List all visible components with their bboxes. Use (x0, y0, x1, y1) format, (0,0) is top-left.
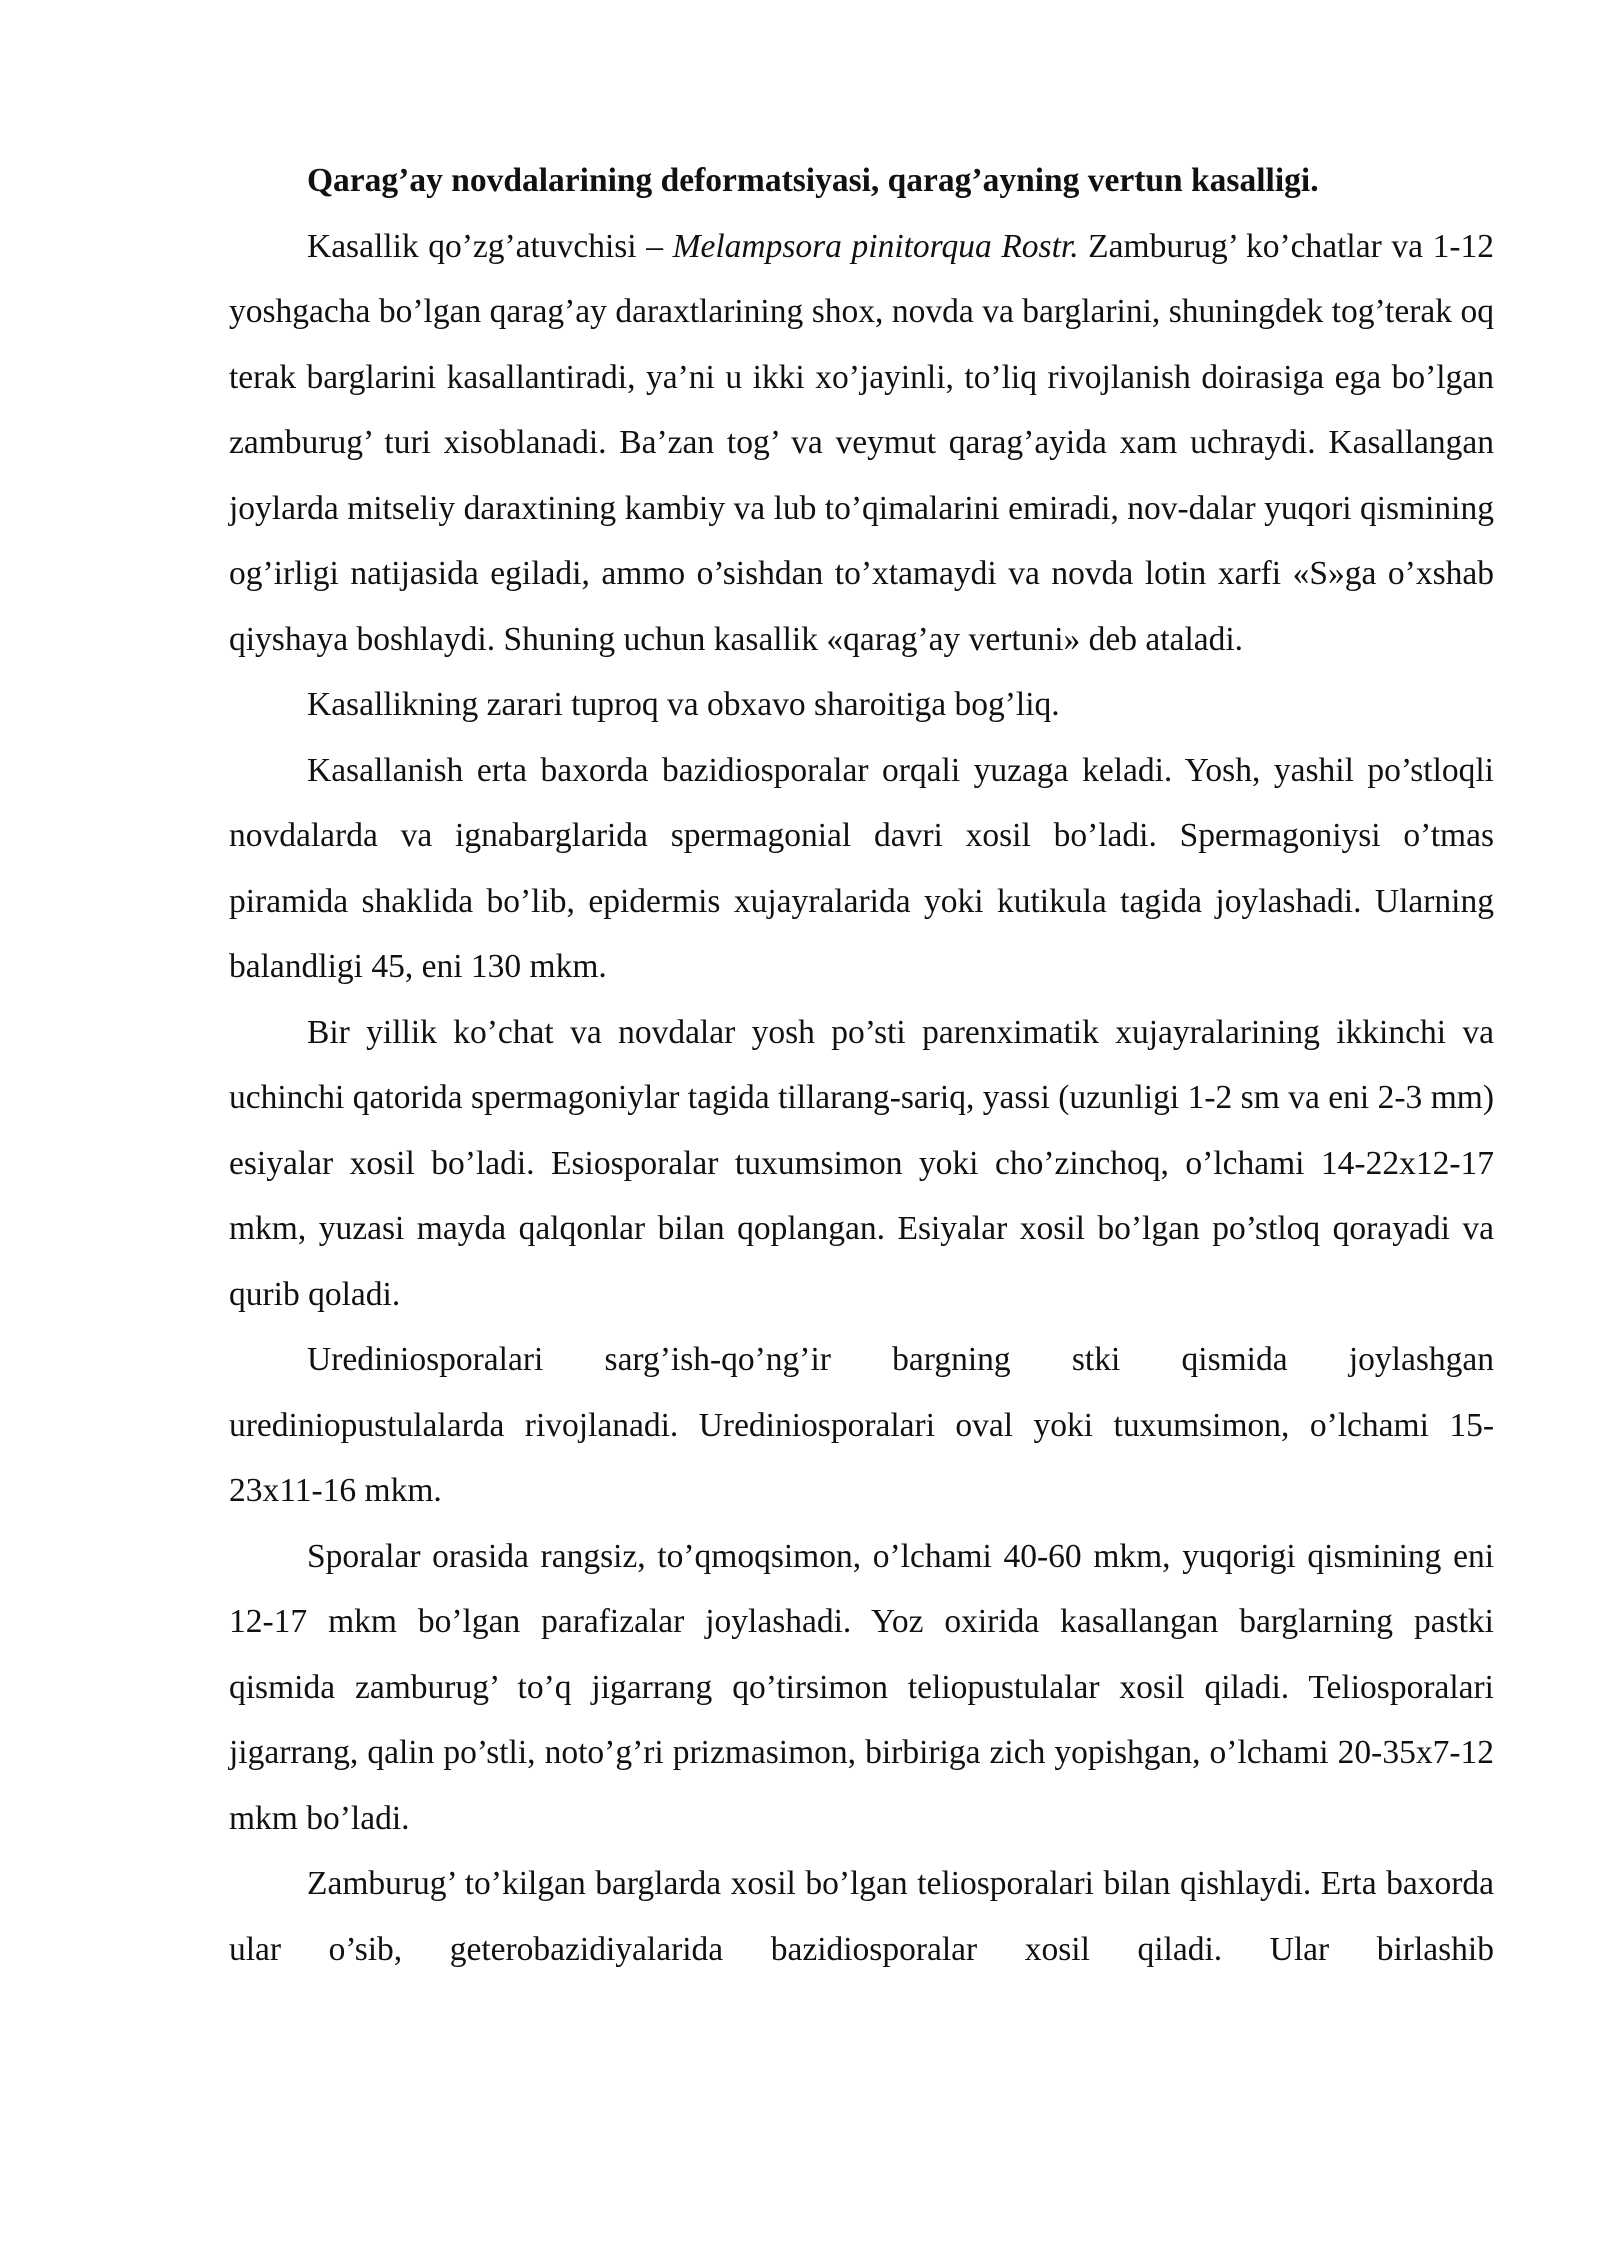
paragraph-pathogen-intro: Kasallik qo’zg’atuvchisi – (307, 227, 673, 265)
document-title: Qarag’ay novdalarining deformatsiyasi, qarag’ayning vertun kasalligi. (307, 162, 1319, 199)
paragraph-overwintering: Zamburug’ to’kilgan barglarda xosil bo’lgan teliosporalari bilan qishlaydi. Erta baxorda ular o’sib, geterobazidiyalarida bazidiosporalar xosil qiladi. Ular birlashib (229, 1865, 1494, 1968)
document-page (229, 148, 1494, 1982)
paragraph-pathogen (229, 214, 1494, 673)
paragraph-telia: Sporalar orasida rangsiz, to’qmoqsimon, o’lchami 40-60 mkm, yuqorigi qismining eni 12-17 mkm bo’lgan parafizalar joylashadi. Yoz oxirida kasallangan barglarning pastki qismida zamburug’ to’q jigarrang qo’tirsimon teliopustulalar xosil qiladi. Teliosporalari jigarrang, qalin po’stli, noto’g’ri prizmasimon, birbiriga zich yopishgan, o’lchami 20-35x7-12 mkm bo’ladi. (229, 1537, 1494, 1837)
paragraph-pathogen-body: Zamburug’ ko’chatlar va 1-12 yoshgacha bo’lgan qarag’ay daraxtlarining shox, novda va barglarini, shuningdek tog’terak oq terak barglarini kasallantiradi, ya’ni u ikki xo’jayinli, to’liq rivojlanish doirasiga ega bo’lgan zamburug’ turi xisoblanadi. Ba’zan tog’ va veymut qarag’ayida xam uchraydi. Kasallangan joylarda mitseliy daraxtining kambiy va lub to’qimalarini emiradi, nov-dalar yuqori qismining og’irligi natijasida egiladi, ammo o’sishdan to’xtamaydi va novda lotin xarfi «S»ga o’xshab qiyshaya boshlaydi. Shuning uchun kasallik «qarag’ay vertuni» deb ataladi. (229, 227, 1494, 658)
latin-species-name: Melampsora pinitorqua Rostr. (672, 227, 1079, 265)
paragraph-infection: Kasallanish erta baxorda bazidiosporalar orqali yuzaga keladi. Yosh, yashil po’stloqli novdalarda va ignabarglarida spermagonial davri xosil bo’ladi. Spermagoniysi o’tmas piramida shaklida bo’lib, epidermis xujayralarida yoki kutikula tagida joylashadi. Ularning balandligi 45, eni 130 mkm. (229, 751, 1494, 985)
paragraph-uredinia: Urediniosporalari sarg’ish-qo’ng’ir bargning stki qismida joylashgan urediniopustulalarda rivojlanadi. Urediniosporalari oval yoki tuxumsimon, o’lchami 15-23x11-16 mkm. (229, 1341, 1494, 1509)
paragraph-aecia: Bir yillik ko’chat va novdalar yosh po’sti parenximatik xujayralarining ikkinchi va uchinchi qatorida spermagoniylar tagida tillarang-sariq, yassi (uzunligi 1-2 sm va eni 2-3 mm) esiyalar xosil bo’ladi. Esiosporalar tuxumsimon yoki cho’zinchoq, o’lchami 14-22x12-17 mkm, yuzasi mayda qalqonlar bilan qoplangan. Esiyalar xosil bo’lgan po’stloq qorayadi va qurib qoladi. (229, 1013, 1494, 1313)
paragraph-damage: Kasallikning zarari tuproq va obxavo sharoitiga bog’liq. (307, 686, 1060, 723)
